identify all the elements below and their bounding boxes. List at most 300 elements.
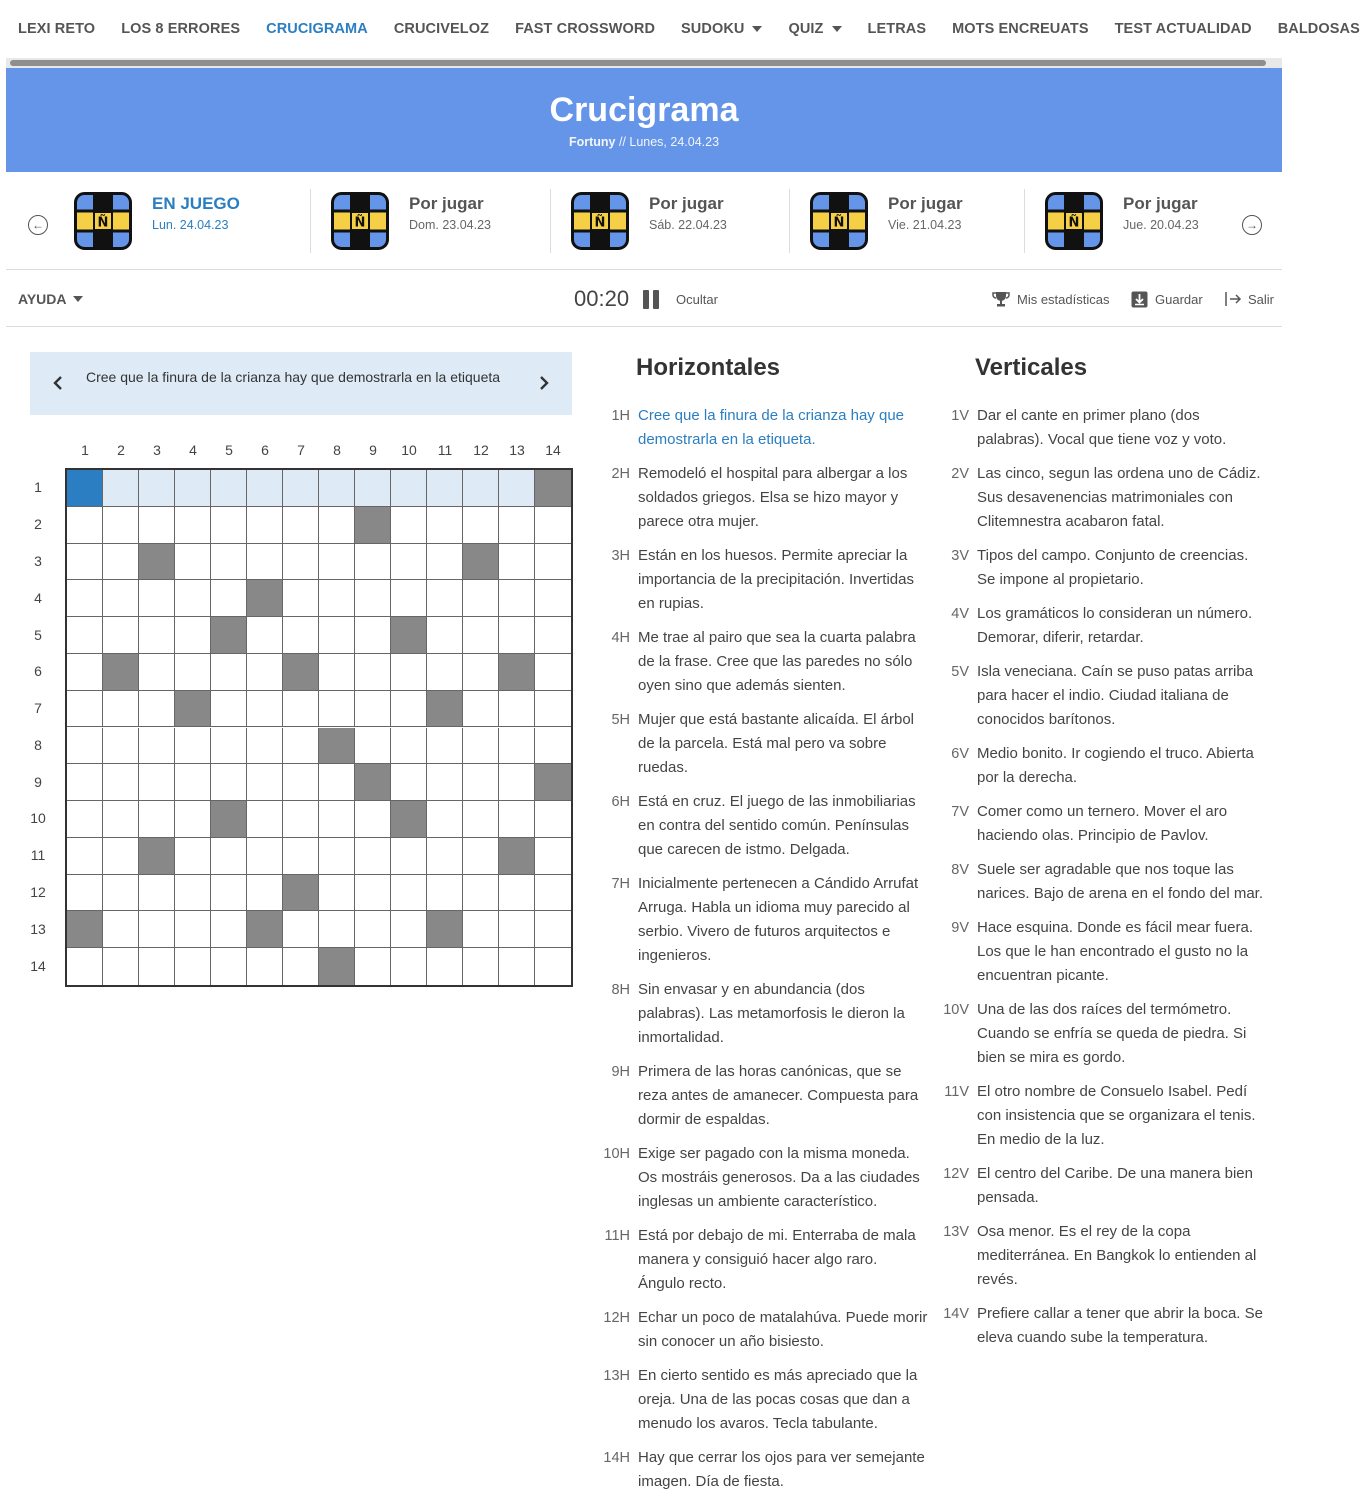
clue-number: 2H <box>611 466 630 482</box>
grid-cell[interactable] <box>175 544 211 581</box>
grid-cell[interactable] <box>499 948 535 985</box>
grid-cell-black <box>427 911 463 948</box>
grid-cell-black <box>499 654 535 691</box>
grid-cell-highlighted[interactable] <box>499 470 535 507</box>
grid-cell[interactable] <box>319 838 355 875</box>
grid-cell[interactable] <box>319 654 355 691</box>
grid-cell-highlighted[interactable] <box>139 470 175 507</box>
crossword-game-icon <box>571 192 629 250</box>
grid-cell[interactable] <box>463 948 499 985</box>
grid-cell-black <box>355 507 391 544</box>
game-separator <box>789 189 790 253</box>
grid-cell[interactable] <box>355 838 391 875</box>
grid-cell[interactable] <box>283 507 319 544</box>
grid-cell[interactable] <box>499 875 535 912</box>
grid-cell[interactable] <box>103 911 139 948</box>
grid-cell[interactable] <box>283 691 319 728</box>
grid-cell[interactable] <box>463 507 499 544</box>
grid-cell[interactable] <box>211 654 247 691</box>
vertical-clue-item[interactable] <box>937 800 1267 848</box>
grid-cell[interactable] <box>211 728 247 765</box>
grid-cell[interactable] <box>175 911 211 948</box>
grid-cell[interactable] <box>175 580 211 617</box>
grid-cell[interactable] <box>103 764 139 801</box>
nav-item-mots-encreuats[interactable] <box>952 21 1088 37</box>
grid-cell[interactable] <box>139 617 175 654</box>
grid-cell[interactable] <box>67 764 103 801</box>
grid-cell[interactable] <box>463 617 499 654</box>
grid-cell[interactable] <box>391 544 427 581</box>
grid-cell[interactable] <box>535 691 571 728</box>
horizontal-clue-item[interactable] <box>598 872 928 968</box>
clue-text: Inicialmente pertenecen a Cándido Arrufat Arruga. Habla un idioma muy parecido al serbio. Vivero de futuros arquitectos e ingenieros. <box>638 875 919 964</box>
grid-cell[interactable] <box>247 801 283 838</box>
game-icon-letter: Ñ <box>594 215 606 231</box>
clue-number: 9H <box>611 1064 630 1080</box>
grid-cell[interactable] <box>175 801 211 838</box>
vertical-clue-item[interactable] <box>937 858 1267 906</box>
nav-item-cruciveloz[interactable] <box>394 21 489 37</box>
vertical-clue-item[interactable] <box>937 660 1267 732</box>
game-card[interactable] <box>810 192 990 252</box>
grid-cell[interactable] <box>211 764 247 801</box>
grid-cell-highlighted[interactable] <box>355 470 391 507</box>
grid-cell[interactable] <box>463 654 499 691</box>
game-separator <box>310 189 311 253</box>
clue-number: 5H <box>611 712 630 728</box>
grid-cell[interactable] <box>499 801 535 838</box>
clue-text: Hay que cerrar los ojos para ver semejante imagen. Día de fiesta. <box>638 1449 925 1490</box>
grid-cell[interactable] <box>67 654 103 691</box>
vertical-clue-item[interactable] <box>937 1302 1267 1350</box>
grid-cell[interactable] <box>211 948 247 985</box>
horizontal-clue-item[interactable] <box>598 1224 928 1296</box>
grid-cell[interactable] <box>355 691 391 728</box>
grid-cell-highlighted[interactable] <box>247 470 283 507</box>
nav-item-quiz[interactable] <box>788 21 841 37</box>
grid-cell[interactable] <box>427 801 463 838</box>
horizontal-clue-item[interactable] <box>598 626 928 698</box>
game-card[interactable] <box>1045 192 1225 252</box>
grid-cell[interactable] <box>103 838 139 875</box>
grid-cell[interactable] <box>67 801 103 838</box>
grid-cell[interactable] <box>103 728 139 765</box>
grid-cell[interactable] <box>211 544 247 581</box>
grid-cell[interactable] <box>355 875 391 912</box>
grid-cell-black <box>247 911 283 948</box>
grid-cell[interactable] <box>355 544 391 581</box>
nav-item-fast-crossword[interactable] <box>515 21 655 37</box>
grid-cell[interactable] <box>247 875 283 912</box>
grid-cell-highlighted[interactable] <box>283 470 319 507</box>
grid-cell[interactable] <box>67 838 103 875</box>
grid-cell-black <box>211 617 247 654</box>
grid-cell-highlighted[interactable] <box>427 470 463 507</box>
grid-cell[interactable] <box>247 948 283 985</box>
grid-column-number: 11 <box>437 442 453 458</box>
grid-cell[interactable] <box>391 948 427 985</box>
horizontal-clue-item[interactable] <box>598 790 928 862</box>
game-status: EN JUEGO <box>152 194 240 213</box>
horizontal-clue-item[interactable] <box>598 1364 928 1436</box>
grid-cell[interactable] <box>139 654 175 691</box>
grid-cell[interactable] <box>139 911 175 948</box>
clue-text: Isla veneciana. Caín se puso patas arriba para hacer el indio. Ciudad italiana de conocidos barítonos. <box>977 663 1253 728</box>
clue-number: 3H <box>611 548 630 564</box>
grid-cell[interactable] <box>535 875 571 912</box>
grid-row-number: 5 <box>34 626 42 643</box>
grid-cell[interactable] <box>427 654 463 691</box>
nav-item-letras[interactable] <box>868 21 927 37</box>
grid-cell[interactable] <box>103 801 139 838</box>
grid-column-number: 9 <box>369 442 377 458</box>
next-games-arrow-icon[interactable]: → <box>1242 215 1262 235</box>
chevron-left-icon[interactable] <box>48 372 68 394</box>
grid-cell[interactable] <box>283 728 319 765</box>
grid-cell[interactable] <box>175 507 211 544</box>
grid-cell[interactable] <box>499 580 535 617</box>
grid-cell-black <box>139 838 175 875</box>
game-date: Vie. 21.04.23 <box>888 218 962 232</box>
page-subtitle <box>6 135 1282 149</box>
grid-cell[interactable] <box>103 580 139 617</box>
grid-cell[interactable] <box>103 948 139 985</box>
grid-cell-highlighted[interactable] <box>175 470 211 507</box>
grid-cell[interactable] <box>391 911 427 948</box>
grid-cell-black <box>103 654 139 691</box>
horizontal-clue-item[interactable] <box>598 404 928 452</box>
grid-cell[interactable] <box>211 507 247 544</box>
vertical-clue-item[interactable] <box>937 998 1267 1070</box>
grid-cell[interactable] <box>427 507 463 544</box>
grid-cell[interactable] <box>535 728 571 765</box>
grid-cell[interactable] <box>463 764 499 801</box>
grid-cell[interactable] <box>211 911 247 948</box>
game-card-current[interactable] <box>74 192 254 252</box>
grid-cell[interactable] <box>283 948 319 985</box>
grid-cell[interactable] <box>175 654 211 691</box>
grid-cell[interactable] <box>283 911 319 948</box>
clue-number: 6H <box>611 794 630 810</box>
grid-cell-highlighted[interactable] <box>463 470 499 507</box>
grid-cell[interactable] <box>463 801 499 838</box>
grid-cell[interactable] <box>463 875 499 912</box>
clue-number: 11H <box>604 1228 630 1244</box>
vertical-clues-heading: Verticales <box>975 354 1088 381</box>
grid-cell[interactable] <box>391 691 427 728</box>
nav-item-test-actualidad[interactable] <box>1115 21 1252 37</box>
grid-cell[interactable] <box>499 764 535 801</box>
grid-cell[interactable] <box>283 544 319 581</box>
grid-cell[interactable] <box>499 911 535 948</box>
grid-cell[interactable] <box>67 691 103 728</box>
nav-item-label: CRUCIVELOZ <box>393 21 490 37</box>
crossword-grid[interactable] <box>65 468 573 987</box>
clue-text: Exige ser pagado con la misma moneda. Os mostráis generosos. Da a las ciudades inglesas un ambiente característico. <box>638 1145 920 1210</box>
grid-cell[interactable] <box>247 654 283 691</box>
grid-cell[interactable] <box>355 654 391 691</box>
grid-cell-selected[interactable] <box>67 470 103 507</box>
clue-text: Los gramáticos lo consideran un número. Demorar, diferir, retardar. <box>977 605 1253 646</box>
grid-cell[interactable] <box>247 728 283 765</box>
grid-cell[interactable] <box>103 617 139 654</box>
nav-item-label: BALDOSAS <box>1277 21 1360 37</box>
grid-cell[interactable] <box>175 764 211 801</box>
grid-cell[interactable] <box>427 948 463 985</box>
grid-cell[interactable] <box>499 728 535 765</box>
save-button[interactable] <box>1131 291 1203 308</box>
grid-cell[interactable] <box>391 580 427 617</box>
grid-cell[interactable] <box>283 580 319 617</box>
grid-cell[interactable] <box>499 617 535 654</box>
grid-cell[interactable] <box>247 507 283 544</box>
grid-cell[interactable] <box>211 691 247 728</box>
grid-cell[interactable] <box>535 507 571 544</box>
game-status: Por jugar <box>1123 194 1198 213</box>
clue-number: 10H <box>603 1146 630 1162</box>
nav-item-los-8-errores[interactable] <box>121 21 240 37</box>
grid-cell[interactable] <box>355 580 391 617</box>
exit-button[interactable] <box>1225 291 1274 307</box>
grid-cell[interactable] <box>463 911 499 948</box>
grid-cell-highlighted[interactable] <box>319 470 355 507</box>
grid-cell[interactable] <box>427 728 463 765</box>
clue-text: Una de las dos raíces del termómetro. Cuando se enfría se queda de piedra. Si bien se mira es gordo. <box>977 1001 1247 1066</box>
grid-cell[interactable] <box>319 911 355 948</box>
grid-cell[interactable] <box>67 580 103 617</box>
grid-cell[interactable] <box>211 875 247 912</box>
crossword-game-icon <box>74 192 132 250</box>
grid-row-number: 8 <box>34 736 42 753</box>
grid-cell[interactable] <box>175 728 211 765</box>
help-dropdown[interactable] <box>18 291 83 307</box>
nav-scrollbar-thumb[interactable] <box>10 60 1266 66</box>
clue-text: Tipos del campo. Conjunto de creencias. Se impone al propietario. <box>977 547 1249 588</box>
grid-column-number: 14 <box>545 442 561 458</box>
grid-cell[interactable] <box>535 948 571 985</box>
grid-cell[interactable] <box>175 875 211 912</box>
clue-number: 12V <box>943 1166 969 1182</box>
grid-cell[interactable] <box>427 580 463 617</box>
grid-cell[interactable] <box>499 544 535 581</box>
grid-cell[interactable] <box>319 764 355 801</box>
horizontal-clue-item[interactable] <box>598 1142 928 1214</box>
stats-button[interactable] <box>992 291 1109 307</box>
horizontal-clue-item[interactable] <box>598 1306 928 1354</box>
grid-cell[interactable] <box>319 617 355 654</box>
grid-cell[interactable] <box>139 691 175 728</box>
grid-cell[interactable] <box>319 507 355 544</box>
clue-text: En cierto sentido es más apreciado que la oreja. Una de las pocas cosas que dan a menudo los avaros. Tecla tabulante. <box>638 1367 918 1432</box>
grid-cell[interactable] <box>211 838 247 875</box>
nav-item-sudoku[interactable] <box>681 21 762 37</box>
grid-cell[interactable] <box>535 580 571 617</box>
grid-row-number: 14 <box>30 957 46 974</box>
grid-cell[interactable] <box>139 875 175 912</box>
puzzle-date: Lunes, 24.04.23 <box>629 135 720 149</box>
vertical-clue-item[interactable] <box>937 1162 1267 1210</box>
grid-cell[interactable] <box>67 875 103 912</box>
grid-cell[interactable] <box>319 801 355 838</box>
grid-cell-highlighted[interactable] <box>391 470 427 507</box>
grid-cell[interactable] <box>391 875 427 912</box>
game-status: Por jugar <box>409 194 484 213</box>
grid-cell[interactable] <box>283 801 319 838</box>
grid-cell-black <box>355 764 391 801</box>
grid-row-number: 1 <box>34 479 42 496</box>
vertical-clue-item[interactable] <box>937 544 1267 592</box>
grid-cell[interactable] <box>427 764 463 801</box>
grid-cell[interactable] <box>139 507 175 544</box>
crossword-game-icon <box>1045 192 1103 250</box>
grid-cell[interactable] <box>175 838 211 875</box>
grid-cell[interactable] <box>499 507 535 544</box>
help-label: AYUDA <box>18 291 67 307</box>
exit-label: Salir <box>1248 291 1275 307</box>
horizontal-clue-item[interactable] <box>598 978 928 1050</box>
grid-cell[interactable] <box>355 617 391 654</box>
game-date: Jue. 20.04.23 <box>1123 218 1199 232</box>
grid-cell[interactable] <box>355 948 391 985</box>
grid-cell[interactable] <box>103 875 139 912</box>
grid-cell[interactable] <box>67 948 103 985</box>
grid-cell[interactable] <box>535 544 571 581</box>
grid-cell[interactable] <box>319 580 355 617</box>
grid-cell[interactable] <box>175 617 211 654</box>
vertical-clues-list <box>937 404 1267 1360</box>
grid-cell[interactable] <box>67 544 103 581</box>
grid-cell[interactable] <box>427 617 463 654</box>
clue-text: Me trae al pairo que sea la cuarta palabra de la frase. Cree que las paredes no sólo oyen sino que además sienten. <box>638 629 916 694</box>
vertical-clue-item[interactable] <box>937 1220 1267 1292</box>
grid-cell[interactable] <box>391 507 427 544</box>
grid-cell[interactable] <box>139 728 175 765</box>
horizontal-clue-item[interactable] <box>598 462 928 534</box>
grid-cell-black <box>139 544 175 581</box>
chevron-right-icon[interactable] <box>534 372 554 394</box>
grid-cell[interactable] <box>247 617 283 654</box>
grid-cell[interactable] <box>139 580 175 617</box>
grid-cell[interactable] <box>535 617 571 654</box>
grid-cell[interactable] <box>463 728 499 765</box>
grid-cell-black <box>535 470 571 507</box>
grid-cell[interactable] <box>247 544 283 581</box>
grid-cell-black <box>391 801 427 838</box>
grid-cell[interactable] <box>103 691 139 728</box>
horizontal-clue-item[interactable] <box>598 708 928 780</box>
pause-icon[interactable] <box>643 290 661 309</box>
grid-cell[interactable] <box>283 617 319 654</box>
grid-cell[interactable] <box>139 764 175 801</box>
grid-cell[interactable] <box>427 838 463 875</box>
grid-cell[interactable] <box>211 580 247 617</box>
vertical-clue-item[interactable] <box>937 916 1267 988</box>
grid-cell[interactable] <box>391 838 427 875</box>
nav-item-label: LETRAS <box>867 21 927 37</box>
nav-item-crucigrama[interactable] <box>266 21 368 37</box>
horizontal-clue-item[interactable] <box>598 544 928 616</box>
grid-cell[interactable] <box>103 544 139 581</box>
grid-cell[interactable] <box>463 838 499 875</box>
grid-cell[interactable] <box>535 654 571 691</box>
grid-cell[interactable] <box>427 875 463 912</box>
grid-cell[interactable] <box>355 911 391 948</box>
prev-games-arrow-icon[interactable]: ← <box>28 215 48 235</box>
grid-cell[interactable] <box>175 948 211 985</box>
grid-cell[interactable] <box>463 691 499 728</box>
clue-number: 11V <box>944 1084 969 1100</box>
clue-number: 14V <box>943 1306 969 1322</box>
nav-scrollbar[interactable] <box>6 58 1282 68</box>
page-banner <box>6 68 1282 172</box>
grid-cell[interactable] <box>391 728 427 765</box>
grid-cell[interactable] <box>535 838 571 875</box>
grid-cell[interactable] <box>319 544 355 581</box>
horizontal-clue-item[interactable] <box>598 1446 928 1494</box>
clue-number: 8V <box>951 862 969 878</box>
grid-column-number: 4 <box>189 442 197 458</box>
grid-cell[interactable] <box>139 801 175 838</box>
clue-number: 4H <box>611 630 630 646</box>
grid-cell[interactable] <box>67 507 103 544</box>
nav-item-lexi-reto[interactable] <box>18 21 95 37</box>
clue-text: Sin envasar y en abundancia (dos palabras). Las metamorfosis le dieron la inmortalidad. <box>638 981 905 1046</box>
grid-cell[interactable] <box>355 801 391 838</box>
grid-cell-black <box>175 691 211 728</box>
grid-cell[interactable] <box>247 838 283 875</box>
grid-cell[interactable] <box>103 507 139 544</box>
grid-cell[interactable] <box>139 948 175 985</box>
vertical-clue-item[interactable] <box>937 742 1267 790</box>
clue-number: 13H <box>603 1368 630 1384</box>
grid-cell[interactable] <box>427 544 463 581</box>
game-card[interactable] <box>331 192 511 252</box>
grid-cell[interactable] <box>283 764 319 801</box>
grid-cell[interactable] <box>67 728 103 765</box>
hide-button[interactable]: Ocultar <box>676 292 718 307</box>
grid-cell[interactable] <box>247 691 283 728</box>
grid-cell[interactable] <box>67 617 103 654</box>
game-card[interactable] <box>571 192 751 252</box>
exit-icon <box>1225 291 1241 307</box>
grid-cell[interactable] <box>391 764 427 801</box>
grid-cell[interactable] <box>535 801 571 838</box>
horizontal-clue-item[interactable] <box>598 1060 928 1132</box>
grid-cell[interactable] <box>319 875 355 912</box>
vertical-clue-item[interactable] <box>937 462 1267 534</box>
crossword-game-icon <box>810 192 868 250</box>
clue-text: Dar el cante en primer plano (dos palabras). Vocal que tiene voz y voto. <box>977 407 1227 448</box>
grid-cell[interactable] <box>463 580 499 617</box>
vertical-clue-item[interactable] <box>937 404 1267 452</box>
grid-cell-black <box>67 911 103 948</box>
game-date: Sáb. 22.04.23 <box>649 218 727 232</box>
grid-cell-highlighted[interactable] <box>211 470 247 507</box>
grid-cell[interactable] <box>247 764 283 801</box>
grid-cell[interactable] <box>355 728 391 765</box>
vertical-clue-item[interactable] <box>937 602 1267 650</box>
grid-cell[interactable] <box>283 838 319 875</box>
clue-text: Prefiere callar a tener que abrir la boca. Se eleva cuando sube la temperatura. <box>977 1305 1263 1346</box>
grid-cell[interactable] <box>391 654 427 691</box>
vertical-clue-item[interactable] <box>937 1080 1267 1152</box>
game-icon-letter: Ñ <box>354 215 366 231</box>
grid-cell[interactable] <box>499 691 535 728</box>
grid-cell-highlighted[interactable] <box>103 470 139 507</box>
nav-item-baldosas[interactable] <box>1278 21 1360 37</box>
grid-cell[interactable] <box>535 911 571 948</box>
grid-cell[interactable] <box>319 691 355 728</box>
